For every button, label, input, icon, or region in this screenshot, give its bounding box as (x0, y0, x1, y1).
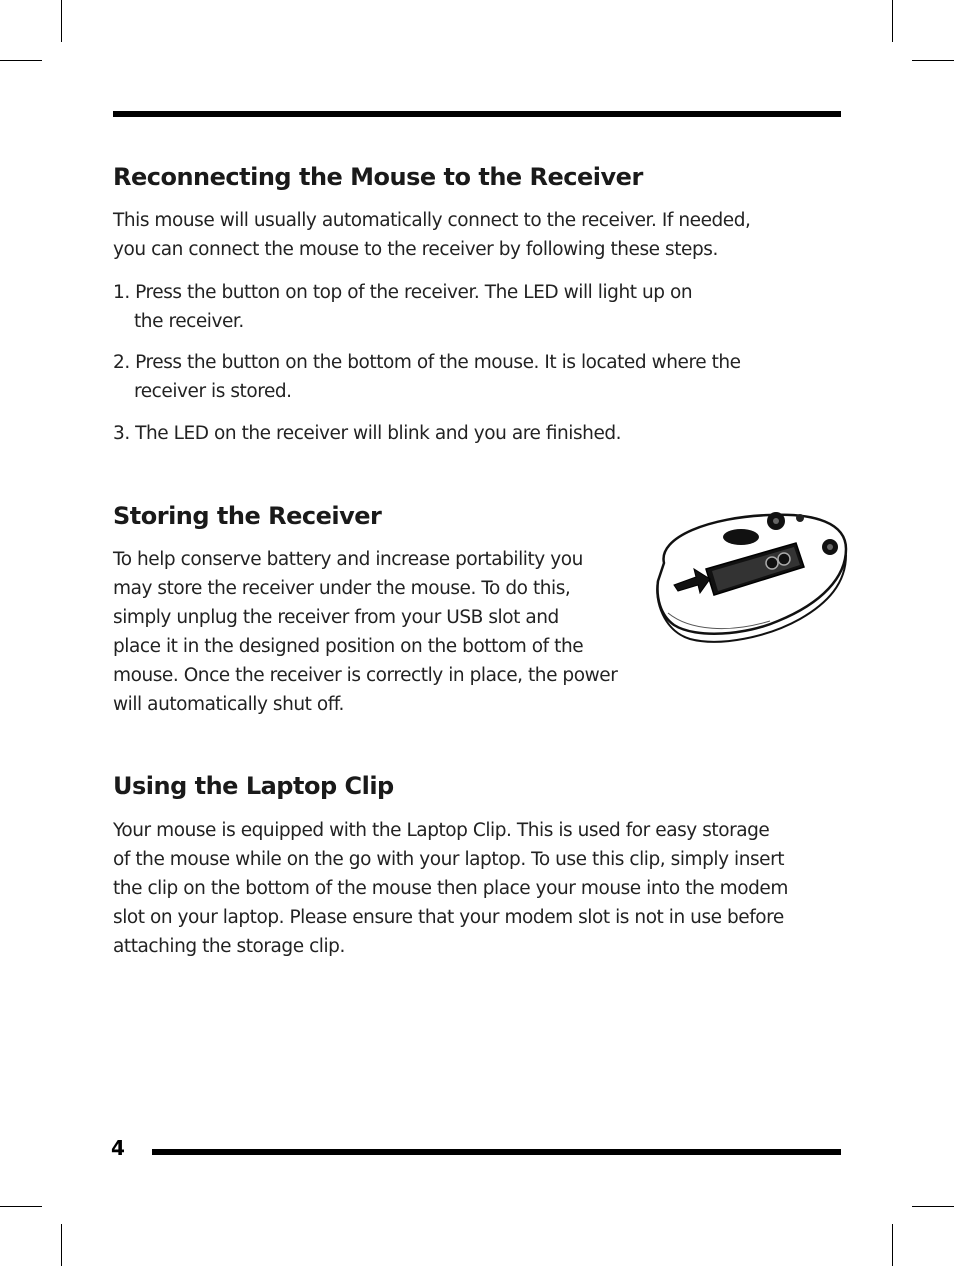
crop-mark-top-right-horizontal (912, 60, 954, 61)
reconnect-step-2 (113, 348, 741, 406)
reconnect-intro-line: you can connect the mouse to the receiver by following these steps. (113, 239, 718, 260)
storing-body-line: To help conserve battery and increase portability you (113, 549, 583, 570)
mouse-underside-with-receiver-icon (650, 505, 850, 647)
header-rule (113, 111, 841, 117)
step-line: receiver is stored. (134, 381, 292, 402)
step-line: the receiver. (134, 311, 244, 332)
storing-body-line: may store the receiver under the mouse. To do this, (113, 578, 571, 599)
storing-body-line: mouse. Once the receiver is correctly in place, the power (113, 665, 618, 686)
clip-body (113, 816, 788, 961)
clip-body-line: attaching the storage clip. (113, 936, 345, 957)
clip-body-line: the clip on the bottom of the mouse then place your mouse into the modem (113, 878, 788, 899)
clip-body-line: slot on your laptop. Please ensure that your modem slot is not in use before (113, 907, 784, 928)
reconnect-step-3 (113, 419, 621, 448)
clip-body-line: Your mouse is equipped with the Laptop Clip. This is used for easy storage (113, 820, 770, 841)
storing-body-line: will automatically shut off. (113, 694, 344, 715)
crop-mark-bottom-right-horizontal (912, 1206, 954, 1207)
crop-mark-bottom-right-vertical (892, 1224, 893, 1266)
heading-reconnecting: Reconnecting the Mouse to the Receiver (113, 163, 643, 191)
crop-mark-top-left-vertical (61, 0, 62, 42)
footer-rule (152, 1149, 841, 1155)
heading-laptop-clip: Using the Laptop Clip (113, 772, 394, 800)
crop-mark-top-left-horizontal (0, 60, 42, 61)
step-line: 1. Press the button on top of the receiver. The LED will light up on (113, 282, 693, 303)
storing-body-line: simply unplug the receiver from your USB slot and (113, 607, 559, 628)
heading-storing-receiver: Storing the Receiver (113, 502, 382, 530)
clip-body-line: of the mouse while on the go with your laptop. To use this clip, simply insert (113, 849, 785, 870)
storing-body (113, 545, 617, 719)
crop-mark-top-right-vertical (892, 0, 893, 42)
step-line: 2. Press the button on the bottom of the mouse. It is located where the (113, 352, 741, 373)
crop-mark-bottom-left-horizontal (0, 1206, 42, 1207)
step-line: 3. The LED on the receiver will blink and you are ﬁnished. (113, 423, 622, 444)
storing-body-line: place it in the designed position on the bottom of the (113, 636, 584, 657)
reconnect-step-1 (113, 278, 692, 336)
reconnect-intro (113, 206, 750, 264)
crop-mark-bottom-left-vertical (61, 1224, 62, 1266)
reconnect-intro-line: This mouse will usually automatically connect to the receiver. If needed, (113, 210, 751, 231)
page-number: 4 (111, 1136, 125, 1160)
